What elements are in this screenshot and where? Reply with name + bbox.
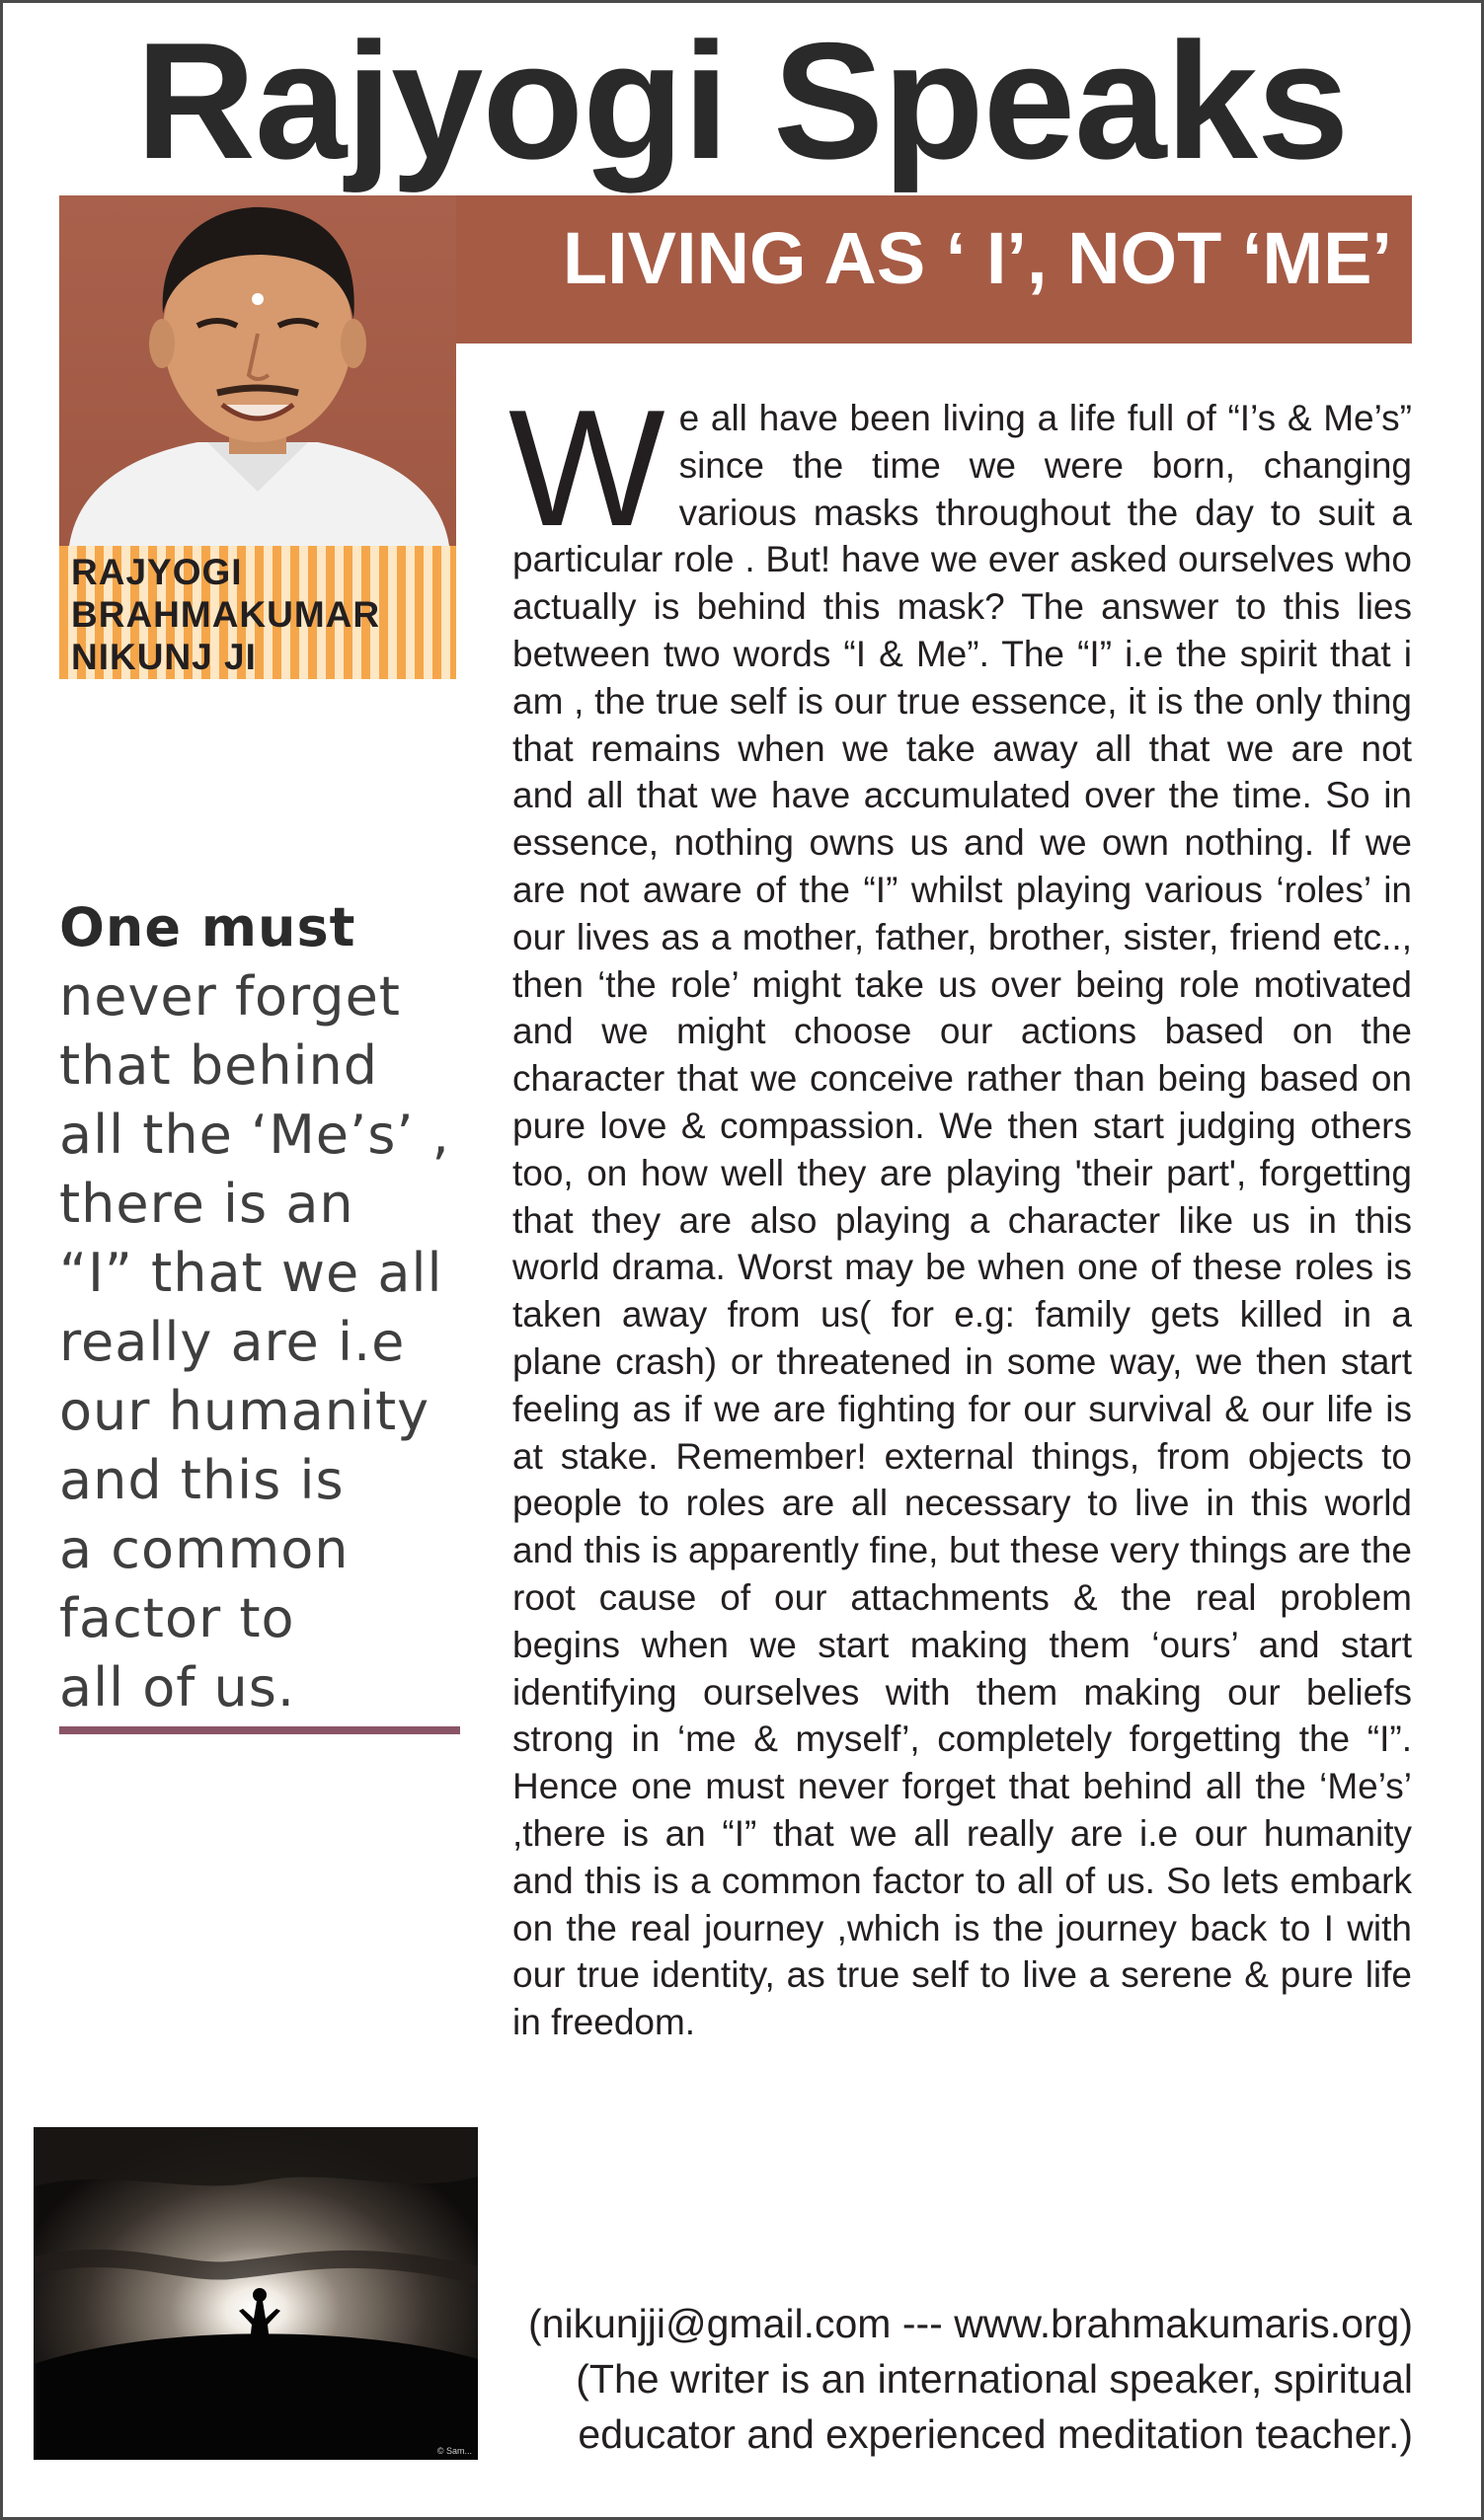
pull-quote-line: there is an — [59, 1173, 354, 1235]
article-headline: LIVING AS ‘ I’, NOT ‘ME’ — [562, 217, 1392, 299]
image-credit: © Sam... — [436, 2446, 472, 2456]
pull-quote-line: never forget — [59, 965, 401, 1028]
pull-quote-line: factor to — [59, 1587, 295, 1649]
article-text: e all have been living a life full of “I’s & Me’s” since the time we were born, changing various masks throughout the day to suit a particular role . But! have we ever asked ourselves who actually is behind this mask? The answer to this lies between two words “I & Me”. The “I” i.e the spirit that i am , the true self is our true essence, it is the only thing that remains when we take away all that we are not and all that we have accumulated over the time. So in essence, nothing owns us and we own nothing. If we are not aware of the “I” whilst playing various ‘roles’ in our lives as a mother, father, brother, sister, friend etc.., then ‘the role’ might take us over being role motivated and we might choose our actions based on the character that we conceive rather than being based on pure love & compassion. We then start judging others too, on how well they are playing 'their part', forgetting that they are also playing a character like us in this world drama. Worst may be when one of these roles is taken away from us( for e.g: family gets killed in a plane crash) or threatened in some way, we then start feeling as if we are fighting for our survival & our life is at stake. Remember! external things, from objects to people to roles are all necessary to live in this world and this is apparently fine, but these very things are the root cause of our attachments & the real problem begins when we start making them ‘ours’ and start identifying ourselves with them making our beliefs strong in ‘me & myself’, completely forgetting the “I”. Hence one must never forget that behind all the ‘Me’s’ ,there is an “I” that we all really are i.e our humanity and this is a common factor to all of us. So lets embark on the real journey ,which is the journey back to I with our true identity, as true self to live a serene & pure life in freedom. — [512, 398, 1412, 2043]
pull-quote-line: really are i.e — [59, 1311, 406, 1373]
pull-quote-divider — [59, 1726, 460, 1734]
article-dropcap: W — [508, 375, 665, 561]
pull-quote-lead: One must — [59, 896, 356, 958]
author-box — [59, 195, 456, 679]
pull-quote-line: and this is — [59, 1449, 345, 1511]
pull-quote-line: all the ‘Me’s’ , — [59, 1104, 450, 1166]
pull-quote-line: all of us. — [59, 1656, 295, 1718]
article-body — [508, 375, 1412, 2046]
pull-quote-line: a common — [59, 1518, 350, 1580]
pull-quote — [59, 893, 484, 1722]
author-name-line: RAJYOGI — [71, 552, 243, 592]
byline-contact: (nikunjji@gmail.com --- www.brahmakumaris.org) — [528, 2301, 1413, 2346]
masthead-title: Rajyogi Speaks — [135, 8, 1349, 193]
author-name — [71, 551, 456, 678]
pull-quote-line: “I” that we all — [59, 1242, 443, 1304]
portrait-photo-icon — [59, 195, 456, 546]
pull-quote-line: that behind — [59, 1034, 379, 1097]
author-name-line: NIKUNJ JI — [71, 637, 257, 677]
byline-bio-line: educator and experienced meditation teacher.) — [578, 2411, 1413, 2457]
byline-bio-line: (The writer is an international speaker, spiritual — [576, 2356, 1413, 2402]
pull-quote-line: our humanity — [59, 1380, 430, 1442]
author-name-line: BRAHMAKUMAR — [71, 594, 381, 635]
byline — [445, 2296, 1413, 2462]
silhouette-in-light-photo-icon — [34, 2127, 478, 2460]
